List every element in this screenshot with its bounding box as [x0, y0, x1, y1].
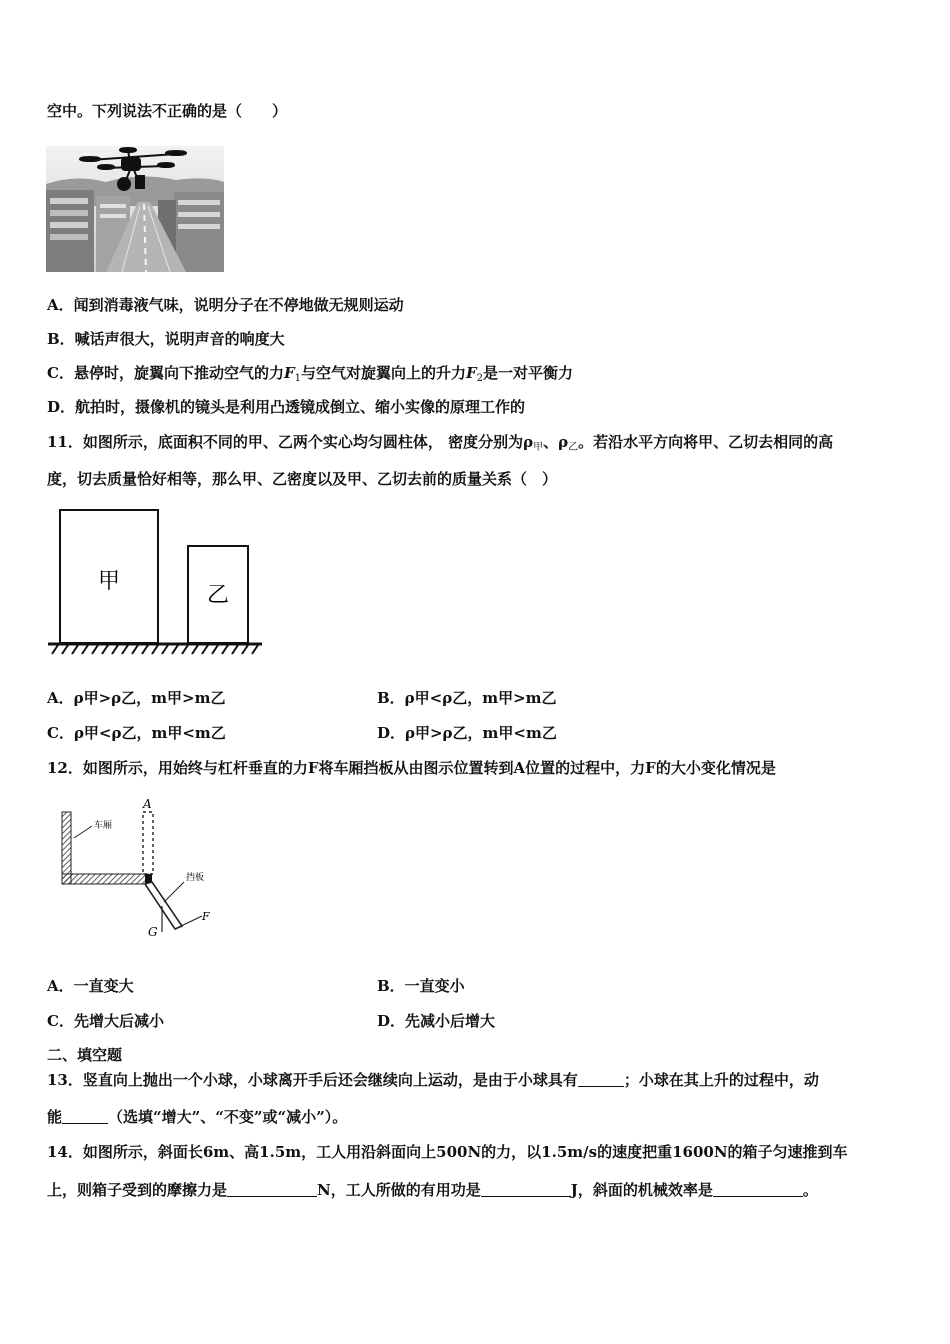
q11-cylinders-figure — [46, 506, 266, 658]
q11-option-d: D．ρ甲>ρ乙，m甲<m乙 — [377, 724, 557, 742]
q12-option-c: C．先增大后减小 — [47, 1012, 164, 1030]
q10-option-d: D．航拍时，摄像机的镜头是利用凸透镜成倒立、缩小实像的原理工作的 — [47, 398, 526, 416]
q14-blank-useful-work[interactable] — [481, 1181, 571, 1197]
section-fill-in-title: 二、填空题 — [47, 1046, 123, 1064]
drone-photo — [46, 146, 224, 272]
q10-option-c: C．悬停时，旋翼向下推动空气的力$F_1$与空气对旋翼向上的升力$F_2$是一对平衡力 — [47, 364, 574, 384]
ground-hatching — [52, 645, 258, 654]
q11-option-c: C．ρ甲<ρ乙，m甲<m乙 — [47, 724, 226, 742]
q11-stem-line2: 度，切去质量恰好相等，那么甲、乙密度以及甲、乙切去前的质量关系（ ） — [47, 470, 558, 488]
cylinder-yi-label: 乙 — [206, 583, 230, 608]
q10-option-a: A．闻到消毒液气味，说明分子在不停地做无规则运动 — [47, 296, 404, 314]
q12-option-b: B．一直变小 — [377, 977, 465, 995]
q14-blank-friction[interactable] — [227, 1181, 317, 1197]
q13-stem-line2: 能 （选填“增大”、“不变”或“减小”）。 — [47, 1108, 348, 1126]
gravity-g-label: G — [148, 925, 158, 939]
q10-stem-tail: 空中。下列说法不正确的是（ ） — [47, 102, 288, 120]
force-f-label: F — [202, 910, 210, 923]
q12-option-a: A．一直变大 — [47, 977, 134, 995]
q12-stem: 12．如图所示，用始终与杠杆垂直的力F将车厢挡板从由图示位置转到A位置的过程中，力F的大小变化情况是 — [47, 759, 776, 777]
q13-blank-2[interactable] — [62, 1108, 108, 1124]
q12-lever-figure — [52, 798, 222, 940]
q13-stem-line1: 13．竖直向上抛出一个小球，小球离开手后还会继续向上运动，是由于小球具有 ；小球在其上升的过程中，动 — [47, 1071, 819, 1089]
q12-option-d: D．先减小后增大 — [377, 1012, 496, 1030]
q14-stem-line1: 14．如图所示，斜面长6m、高1.5m，工人用沿斜面向上500N的力，以1.5m/s的速度把重1600N的箱子匀速推到车 — [47, 1143, 848, 1161]
cylinder-jia-label: 甲 — [97, 569, 121, 594]
q14-stem-line2: 上，则箱子受到的摩擦力是 N，工人所做的有用功是 J，斜面的机械效率是 。 — [47, 1181, 818, 1199]
q13-blank-1[interactable] — [578, 1071, 624, 1087]
carriage-label: 车厢 — [94, 821, 113, 831]
q11-option-b: B．ρ甲<ρ乙，m甲>m乙 — [377, 689, 557, 707]
tailgate-label: 挡板 — [186, 873, 205, 883]
q11-option-a: A．ρ甲>ρ乙，m甲>m乙 — [47, 689, 226, 707]
q14-blank-efficiency[interactable] — [713, 1181, 803, 1197]
q11-stem-line1: 11．如图所示，底面积不同的甲、乙两个实心均匀圆柱体， 密度分别为$\rho_甲$、$\rho_乙$。若沿水平方向将甲、乙切去相同的高 — [47, 433, 834, 453]
q10-option-b: B．喊话声很大，说明声音的响度大 — [47, 330, 285, 348]
position-a-label: A — [143, 798, 152, 811]
